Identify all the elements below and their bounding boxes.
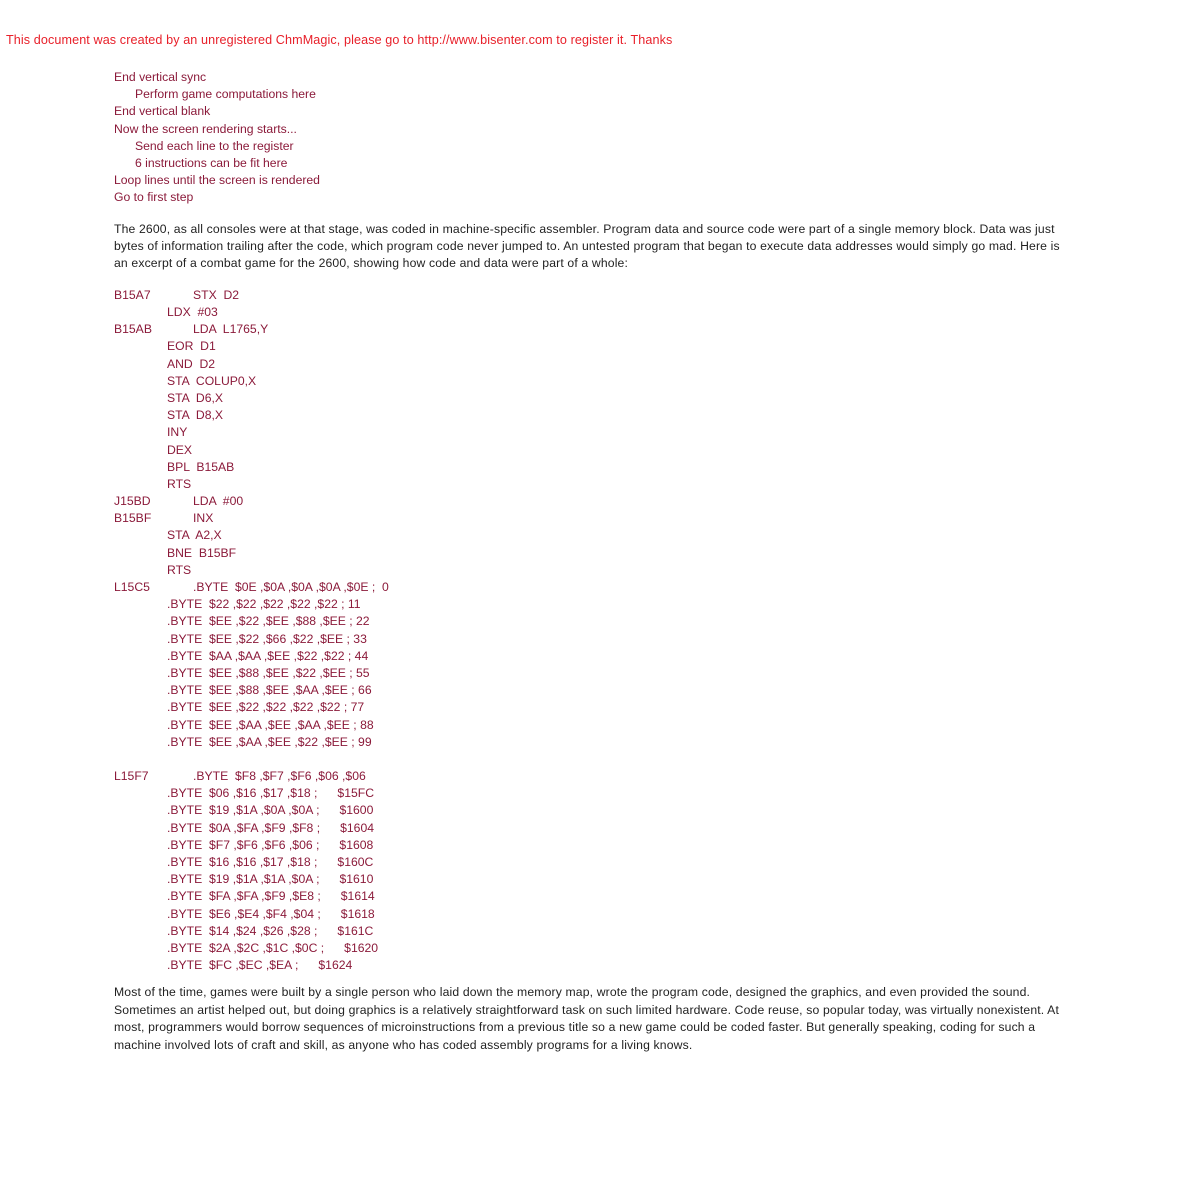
code-label (114, 871, 167, 888)
code-instruction: .BYTE $0E ,$0A ,$0A ,$0A ,$0E ; 0 (193, 580, 389, 595)
code-instruction: LDX #03 (167, 305, 218, 320)
code-label (114, 373, 167, 390)
code-instruction: STA D6,X (167, 390, 223, 405)
code-line (114, 476, 1074, 493)
code-instruction: .BYTE $EE ,$AA ,$EE ,$22 ,$EE ; 99 (167, 734, 372, 749)
code-line (114, 957, 1074, 974)
code-instruction: STA D8,X (167, 408, 223, 423)
code-line (114, 665, 1074, 682)
code-line (114, 459, 1074, 476)
code-line (114, 287, 1074, 304)
code-label (114, 820, 167, 837)
code-label: B15A7 (114, 287, 151, 302)
code-line (114, 802, 1074, 819)
code-address-comment: $1620 (344, 940, 379, 955)
code-line (114, 699, 1074, 716)
code-instruction: RTS (167, 562, 192, 577)
code-instruction: .BYTE $AA ,$AA ,$EE ,$22 ,$22 ; 44 (167, 648, 369, 663)
code-instruction: EOR D1 (167, 339, 216, 354)
code-block-1 (114, 287, 1074, 751)
code-instruction: .BYTE $F8 ,$F7 ,$F6 ,$06 ,$06 (193, 769, 366, 784)
code-label (114, 407, 167, 424)
code-label (114, 699, 167, 716)
code-label: L15C5 (114, 580, 150, 595)
code-line (114, 356, 1074, 373)
code-instruction: STA COLUP0,X (167, 373, 257, 388)
code-label (114, 562, 167, 579)
code-label (114, 338, 167, 355)
paragraph-intro: The 2600, as all consoles were at that stage, was coded in machine-specific assembler. Program data and source code were part of a single memory block. Data was just bytes of information trailing after the code, which program code never jumped to. An untested program that began to execute data addresses would simply go mad. Here is an excerpt of a combat game for the 2600, showing how code and data were part of a whole: (114, 221, 1060, 271)
code-line (114, 390, 1074, 407)
code-address-comment: $15FC (337, 786, 375, 801)
code-instruction: .BYTE $EE ,$22 ,$66 ,$22 ,$EE ; 33 (167, 631, 367, 646)
code-address-comment: $1600 (339, 803, 374, 818)
pseudocode-steps (114, 69, 1074, 207)
step-line: Now the screen rendering starts... (114, 121, 297, 136)
step-line: Send each line to the register (135, 138, 294, 153)
code-label (114, 304, 167, 321)
code-instruction: .BYTE $EE ,$88 ,$EE ,$AA ,$EE ; 66 (167, 683, 372, 698)
code-label: L15F7 (114, 769, 149, 784)
code-instruction: BNE B15BF (167, 545, 237, 560)
code-line (114, 923, 1074, 940)
code-instruction: INY (167, 425, 188, 440)
code-line (114, 304, 1074, 321)
code-line (114, 820, 1074, 837)
code-line (114, 854, 1074, 871)
code-line (114, 717, 1074, 734)
code-label (114, 527, 167, 544)
code-instruction: .BYTE $FC ,$EC ,$EA ; (167, 958, 299, 973)
code-instruction: BPL B15AB (167, 459, 235, 474)
code-instruction: .BYTE $EE ,$88 ,$EE ,$22 ,$EE ; 55 (167, 665, 370, 680)
code-label (114, 854, 167, 871)
code-line (114, 682, 1074, 699)
code-label (114, 682, 167, 699)
code-line (114, 734, 1074, 751)
code-instruction: .BYTE $E6 ,$E4 ,$F4 ,$04 ; (167, 906, 321, 921)
code-label (114, 442, 167, 459)
code-address-comment: $160C (337, 855, 374, 870)
code-label (114, 785, 167, 802)
code-label (114, 476, 167, 493)
code-instruction: LDA #00 (193, 494, 244, 509)
code-line (114, 527, 1074, 544)
code-line (114, 338, 1074, 355)
code-label (114, 802, 167, 819)
code-address-comment: $1610 (339, 872, 374, 887)
code-line (114, 407, 1074, 424)
code-label (114, 665, 167, 682)
code-line (114, 579, 1074, 596)
code-address-comment: $1624 (318, 958, 353, 973)
code-address-comment: $1614 (340, 889, 375, 904)
code-label (114, 888, 167, 905)
code-label (114, 717, 167, 734)
code-label (114, 923, 167, 940)
code-instruction: DEX (167, 442, 193, 457)
code-instruction: AND D2 (167, 356, 216, 371)
code-line (114, 631, 1074, 648)
code-instruction: LDA L1765,Y (193, 322, 269, 337)
code-label (114, 631, 167, 648)
code-label (114, 648, 167, 665)
code-instruction: RTS (167, 476, 192, 491)
code-line (114, 613, 1074, 630)
code-label (114, 545, 167, 562)
code-line (114, 424, 1074, 441)
code-line (114, 940, 1074, 957)
step-line: End vertical blank (114, 104, 211, 119)
step-line: Perform game computations here (135, 87, 316, 102)
code-label: B15AB (114, 322, 152, 337)
code-instruction: .BYTE $22 ,$22 ,$22 ,$22 ,$22 ; 11 (167, 597, 361, 612)
code-label (114, 356, 167, 373)
document-body (114, 69, 1074, 1066)
code-line (114, 373, 1074, 390)
code-address-comment: $1608 (339, 837, 374, 852)
code-line (114, 493, 1074, 510)
code-label: J15BD (114, 494, 151, 509)
code-address-comment: $161C (337, 923, 374, 938)
code-instruction: INX (193, 511, 214, 526)
code-label (114, 596, 167, 613)
step-line: 6 instructions can be fit here (135, 156, 288, 171)
code-line (114, 562, 1074, 579)
code-line (114, 785, 1074, 802)
code-address-comment: $1618 (340, 906, 375, 921)
code-gap (114, 751, 1074, 768)
code-instruction: .BYTE $19 ,$1A ,$0A ,$0A ; (167, 803, 320, 818)
code-line (114, 906, 1074, 923)
code-line (114, 648, 1074, 665)
code-line (114, 837, 1074, 854)
unregistered-banner: This document was created by an unregistered ChmMagic, please go to http://www.bisenter.com to register it. Thanks (6, 33, 673, 47)
paragraph-outro: Most of the time, games were built by a single person who laid down the memory map, wrote the program code, designed the graphics, and even provided the sound. Sometimes an artist helped out, but doing graphics is a relatively straightforward task on such limited hardware. Code reuse, so popular today, was virtually nonexistent. At most, programmers would borrow sequences of microinstructions from a previous title so a new game could be coded faster. But generally speaking, coding for such a machine involved lots of craft and skill, as anyone who has coded assembly programs for a living knows. (114, 985, 1059, 1052)
code-line (114, 545, 1074, 562)
code-label (114, 837, 167, 854)
step-line: End vertical sync (114, 70, 207, 84)
code-instruction: .BYTE $2A ,$2C ,$1C ,$0C ; (167, 940, 325, 955)
code-instruction: .BYTE $19 ,$1A ,$1A ,$0A ; (167, 872, 320, 887)
code-label (114, 390, 167, 407)
code-line (114, 510, 1074, 527)
code-instruction: .BYTE $14 ,$24 ,$26 ,$28 ; (167, 923, 318, 938)
code-label (114, 613, 167, 630)
code-block-2 (114, 768, 1074, 974)
code-line (114, 888, 1074, 905)
code-instruction: .BYTE $EE ,$22 ,$22 ,$22 ,$22 ; 77 (167, 700, 365, 715)
code-label (114, 957, 167, 974)
code-line (114, 871, 1074, 888)
code-instruction: STA A2,X (167, 528, 222, 543)
code-label (114, 734, 167, 751)
code-line (114, 442, 1074, 459)
code-instruction: .BYTE $F7 ,$F6 ,$F6 ,$06 ; (167, 837, 320, 852)
code-instruction: STX D2 (193, 287, 240, 302)
code-label: B15BF (114, 511, 152, 526)
code-address-comment: $1604 (340, 820, 374, 835)
code-instruction: .BYTE $0A ,$FA ,$F9 ,$F8 ; (167, 820, 321, 835)
code-label (114, 459, 167, 476)
code-label (114, 940, 167, 957)
code-line (114, 768, 1074, 785)
code-instruction: .BYTE $16 ,$16 ,$17 ,$18 ; (167, 855, 318, 870)
code-instruction: .BYTE $06 ,$16 ,$17 ,$18 ; (167, 786, 318, 801)
code-line (114, 321, 1074, 338)
step-line: Loop lines until the screen is rendered (114, 173, 320, 188)
code-instruction: .BYTE $FA ,$FA ,$F9 ,$E8 ; (167, 889, 321, 904)
code-line (114, 596, 1074, 613)
code-instruction: .BYTE $EE ,$AA ,$EE ,$AA ,$EE ; 88 (167, 717, 374, 732)
code-label (114, 424, 167, 441)
code-instruction: .BYTE $EE ,$22 ,$EE ,$88 ,$EE ; 22 (167, 614, 370, 629)
step-line: Go to first step (114, 190, 194, 205)
code-label (114, 906, 167, 923)
